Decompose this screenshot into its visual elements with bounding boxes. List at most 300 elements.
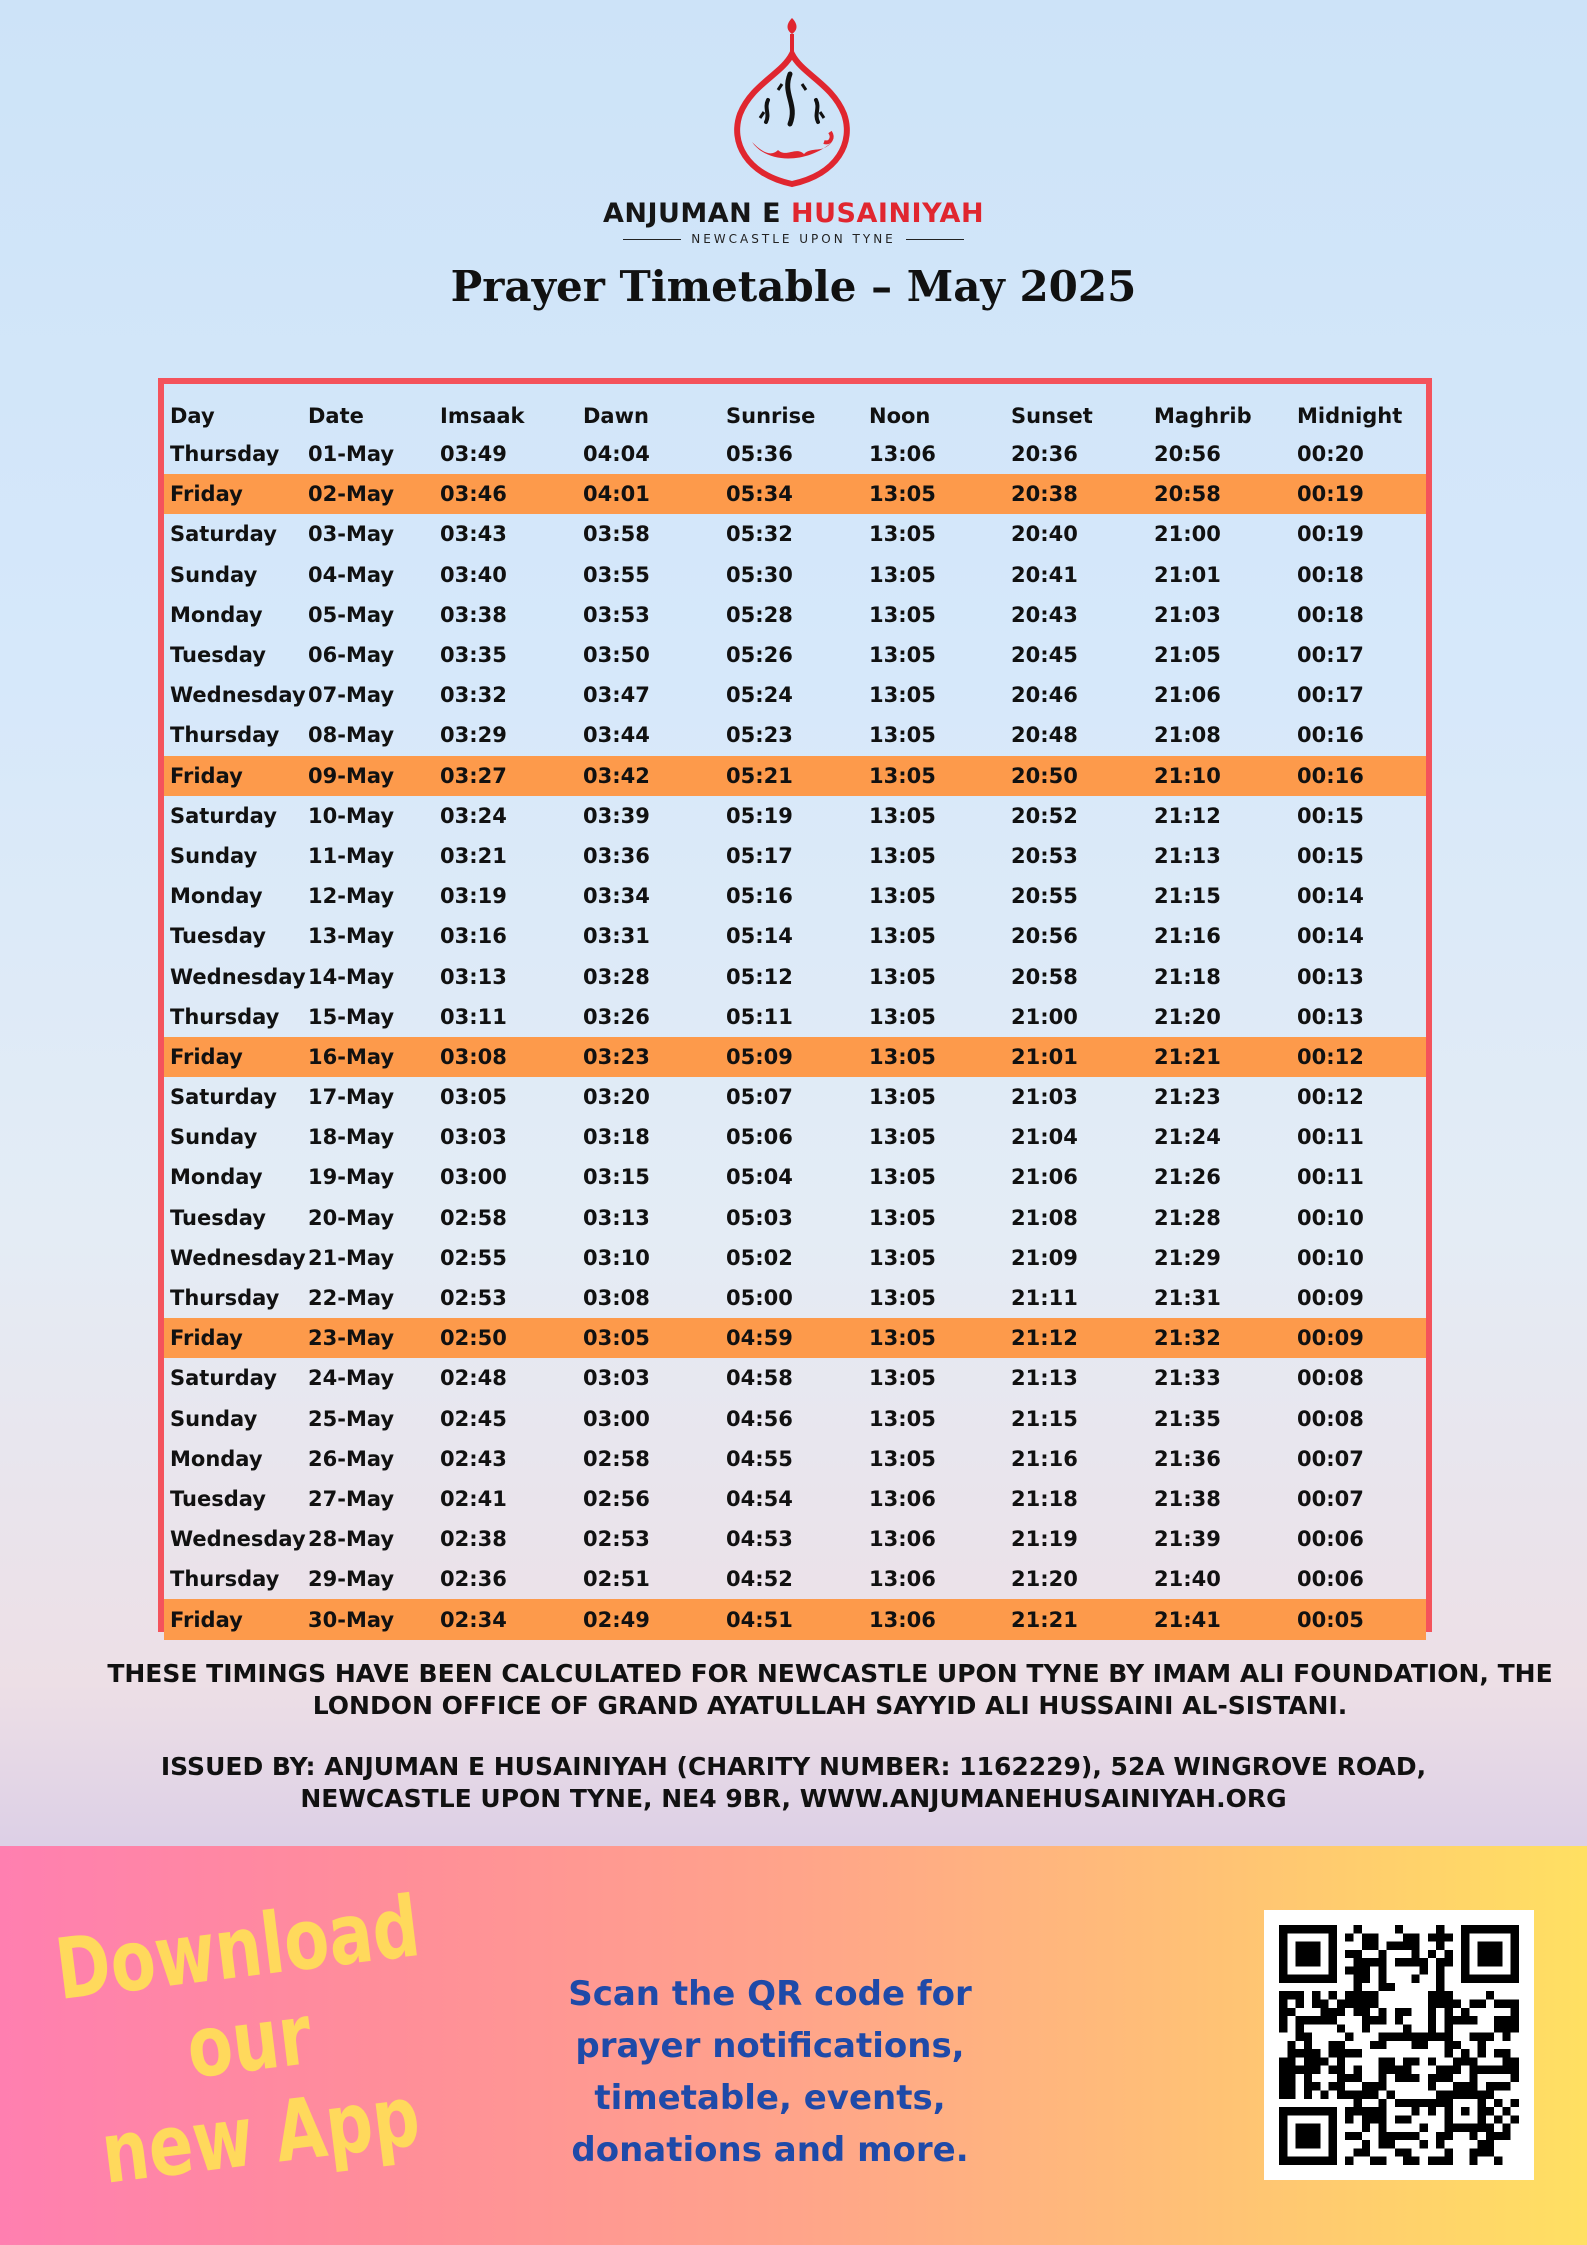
cell-midnight: 00:15 xyxy=(1297,803,1364,828)
cell-sunset: 20:52 xyxy=(1011,803,1078,828)
cell-dawn: 03:20 xyxy=(583,1085,650,1110)
cell-imsaak: 02:34 xyxy=(434,1599,577,1639)
cell-imsaak: 03:21 xyxy=(440,843,507,868)
cell-noon: 13:05 xyxy=(869,1085,936,1110)
cell-maghrib: 21:18 xyxy=(1154,964,1221,989)
cell-dawn: 03:53 xyxy=(583,602,650,627)
cell-noon: 13:05 xyxy=(869,1366,936,1391)
cell-midnight: 00:10 xyxy=(1297,1205,1364,1230)
cell-sunset: 20:41 xyxy=(1011,562,1078,587)
cell-date: 02-May xyxy=(302,474,434,514)
cell-midnight: 00:07 xyxy=(1297,1446,1364,1471)
table-row xyxy=(164,1077,1426,1117)
cell-imsaak: 02:53 xyxy=(440,1286,507,1311)
cell-sunrise: 04:55 xyxy=(726,1446,793,1471)
cell-maghrib: 21:06 xyxy=(1154,683,1221,708)
cell-maghrib: 20:58 xyxy=(1148,474,1291,514)
table-row xyxy=(164,1399,1426,1439)
cell-maghrib: 21:36 xyxy=(1154,1446,1221,1471)
table-row xyxy=(164,715,1426,755)
download-line1: Download our xyxy=(50,1877,425,2098)
cell-sunset: 21:15 xyxy=(1011,1406,1078,1431)
cell-day: Tuesday xyxy=(170,924,266,949)
cell-sunrise: 05:19 xyxy=(726,803,793,828)
column-header-imsaak: Imsaak xyxy=(440,404,525,428)
cell-sunset: 20:40 xyxy=(1011,522,1078,547)
cell-day: Saturday xyxy=(170,1366,277,1391)
cell-sunrise: 05:00 xyxy=(726,1286,793,1311)
cell-maghrib: 21:26 xyxy=(1154,1165,1221,1190)
cell-day: Thursday xyxy=(170,723,280,748)
cell-sunrise: 05:30 xyxy=(726,562,793,587)
cell-dawn: 03:03 xyxy=(583,1366,650,1391)
cell-dawn: 03:08 xyxy=(583,1286,650,1311)
cell-imsaak: 03:19 xyxy=(440,884,507,909)
cell-date: 20-May xyxy=(308,1205,395,1230)
table-row xyxy=(164,956,1426,996)
cell-date: 18-May xyxy=(308,1125,395,1150)
cell-day: Friday xyxy=(164,474,302,514)
cell-imsaak: 03:32 xyxy=(440,683,507,708)
cell-maghrib: 21:38 xyxy=(1154,1486,1221,1511)
cell-sunset: 21:16 xyxy=(1011,1446,1078,1471)
cell-midnight: 00:10 xyxy=(1297,1245,1364,1270)
cell-sunrise: 04:51 xyxy=(720,1599,863,1639)
table-row xyxy=(164,1157,1426,1197)
cell-midnight: 00:11 xyxy=(1297,1165,1364,1190)
table-row xyxy=(164,1037,1426,1077)
cell-date: 28-May xyxy=(308,1527,395,1552)
cell-imsaak: 02:48 xyxy=(440,1366,507,1391)
cell-sunrise: 05:26 xyxy=(726,643,793,668)
cell-dawn: 03:36 xyxy=(583,843,650,868)
husain-dome-logo-icon xyxy=(712,14,872,194)
cell-sunset: 20:38 xyxy=(1005,474,1148,514)
cell-maghrib: 21:15 xyxy=(1154,884,1221,909)
cell-day: Tuesday xyxy=(170,1486,266,1511)
cell-sunset: 21:08 xyxy=(1011,1205,1078,1230)
cell-maghrib: 21:00 xyxy=(1154,522,1221,547)
cell-sunrise: 05:32 xyxy=(726,522,793,547)
table-row xyxy=(164,876,1426,916)
cell-maghrib: 21:03 xyxy=(1154,602,1221,627)
cell-imsaak: 03:03 xyxy=(440,1125,507,1150)
cell-day: Wednesday xyxy=(170,964,306,989)
cell-sunrise: 05:06 xyxy=(726,1125,793,1150)
cell-sunset: 21:13 xyxy=(1011,1366,1078,1391)
cell-day: Saturday xyxy=(170,1085,277,1110)
cell-imsaak: 02:41 xyxy=(440,1486,507,1511)
cell-noon: 13:05 xyxy=(863,1318,1005,1358)
cell-imsaak: 03:43 xyxy=(440,522,507,547)
cell-sunrise: 05:14 xyxy=(726,924,793,949)
cell-imsaak: 02:45 xyxy=(440,1406,507,1431)
cell-date: 12-May xyxy=(308,884,395,909)
cell-imsaak: 03:13 xyxy=(440,964,507,989)
cell-midnight: 00:09 xyxy=(1297,1286,1364,1311)
cell-midnight: 00:19 xyxy=(1291,474,1426,514)
cell-midnight: 00:17 xyxy=(1297,683,1364,708)
cell-maghrib: 21:01 xyxy=(1154,562,1221,587)
cell-imsaak: 03:05 xyxy=(440,1085,507,1110)
cell-midnight: 00:14 xyxy=(1297,884,1364,909)
cell-midnight: 00:12 xyxy=(1297,1085,1364,1110)
cell-imsaak: 03:11 xyxy=(440,1004,507,1029)
cell-sunset: 21:11 xyxy=(1011,1286,1078,1311)
cell-sunset: 21:04 xyxy=(1011,1125,1078,1150)
cell-sunset: 20:46 xyxy=(1011,683,1078,708)
calculation-note-line2: LONDON OFFICE OF GRAND AYATULLAH SAYYID ALI HUSSAINI AL-SISTANI. xyxy=(312,1691,1348,1720)
table-row xyxy=(164,434,1426,474)
issued-by-note xyxy=(0,1751,1587,1815)
cell-dawn: 03:58 xyxy=(583,522,650,547)
cell-day: Monday xyxy=(170,884,263,909)
cell-maghrib: 21:24 xyxy=(1154,1125,1221,1150)
cell-imsaak: 03:00 xyxy=(440,1165,507,1190)
cell-sunrise: 04:58 xyxy=(726,1366,793,1391)
cell-imsaak: 02:58 xyxy=(440,1205,507,1230)
cell-day: Friday xyxy=(164,1599,302,1639)
cell-maghrib: 21:16 xyxy=(1154,924,1221,949)
column-header-dawn: Dawn xyxy=(583,404,649,428)
cell-sunset: 21:09 xyxy=(1011,1245,1078,1270)
cell-sunset: 21:20 xyxy=(1011,1567,1078,1592)
cell-noon: 13:05 xyxy=(869,1165,936,1190)
cell-maghrib: 21:12 xyxy=(1154,803,1221,828)
download-app-heading xyxy=(23,1876,475,2207)
cell-day: Thursday xyxy=(170,1567,280,1592)
cell-imsaak: 03:35 xyxy=(440,643,507,668)
cell-dawn: 03:34 xyxy=(583,884,650,909)
cell-maghrib: 21:28 xyxy=(1154,1205,1221,1230)
cell-dawn: 04:04 xyxy=(583,442,650,467)
cell-midnight: 00:15 xyxy=(1297,843,1364,868)
app-banner xyxy=(0,1846,1587,2245)
cell-day: Thursday xyxy=(170,1004,280,1029)
cell-sunset: 21:06 xyxy=(1011,1165,1078,1190)
cell-day: Friday xyxy=(164,756,302,796)
cell-date: 06-May xyxy=(308,643,395,668)
cell-sunset: 21:12 xyxy=(1005,1318,1148,1358)
cell-sunset: 20:36 xyxy=(1011,442,1078,467)
cell-maghrib: 21:39 xyxy=(1154,1527,1221,1552)
cell-midnight: 00:17 xyxy=(1297,643,1364,668)
cell-maghrib: 21:29 xyxy=(1154,1245,1221,1270)
cell-day: Friday xyxy=(164,1037,302,1077)
cell-date: 27-May xyxy=(308,1486,395,1511)
cell-dawn: 03:18 xyxy=(583,1125,650,1150)
cell-sunset: 20:50 xyxy=(1005,756,1148,796)
cell-sunset: 20:53 xyxy=(1011,843,1078,868)
cell-sunrise: 05:34 xyxy=(720,474,863,514)
cell-sunrise: 05:03 xyxy=(726,1205,793,1230)
cell-day: Tuesday xyxy=(170,1205,266,1230)
cell-date: 24-May xyxy=(308,1366,395,1391)
cell-sunrise: 05:21 xyxy=(720,756,863,796)
prayer-timetable xyxy=(164,384,1426,1640)
cell-imsaak: 03:29 xyxy=(440,723,507,748)
cell-midnight: 00:16 xyxy=(1297,723,1364,748)
issued-by-line2: NEWCASTLE UPON TYNE, NE4 9BR, WWW.ANJUMANEHUSAINIYAH.ORG xyxy=(300,1784,1287,1813)
cell-date: 15-May xyxy=(308,1004,395,1029)
cell-noon: 13:05 xyxy=(869,884,936,909)
cell-date: 21-May xyxy=(308,1245,395,1270)
cell-sunrise: 05:28 xyxy=(726,602,793,627)
cell-date: 11-May xyxy=(308,843,395,868)
cell-maghrib: 21:20 xyxy=(1154,1004,1221,1029)
cell-date: 04-May xyxy=(308,562,395,587)
org-location-text: NEWCASTLE UPON TYNE xyxy=(691,232,896,246)
cell-maghrib: 21:08 xyxy=(1154,723,1221,748)
cell-day: Thursday xyxy=(170,442,280,467)
column-header-noon: Noon xyxy=(869,404,931,428)
cell-sunset: 21:19 xyxy=(1011,1527,1078,1552)
cell-midnight: 00:11 xyxy=(1297,1125,1364,1150)
cell-maghrib: 21:31 xyxy=(1154,1286,1221,1311)
cell-sunset: 20:58 xyxy=(1011,964,1078,989)
column-header-midnight: Midnight xyxy=(1297,404,1403,428)
cell-date: 10-May xyxy=(308,803,395,828)
table-row xyxy=(164,1238,1426,1278)
cell-dawn: 03:44 xyxy=(583,723,650,748)
cell-dawn: 03:15 xyxy=(583,1165,650,1190)
cell-dawn: 02:56 xyxy=(583,1486,650,1511)
cell-dawn: 02:49 xyxy=(577,1599,720,1639)
cell-dawn: 03:50 xyxy=(583,643,650,668)
cell-sunset: 20:48 xyxy=(1011,723,1078,748)
cell-noon: 13:05 xyxy=(869,643,936,668)
cell-sunrise: 04:56 xyxy=(726,1406,793,1431)
cell-midnight: 00:06 xyxy=(1297,1567,1364,1592)
table-row xyxy=(164,756,1426,796)
cell-imsaak: 03:08 xyxy=(434,1037,577,1077)
cell-maghrib: 20:56 xyxy=(1154,442,1221,467)
cell-noon: 13:05 xyxy=(869,1205,936,1230)
table-row xyxy=(164,1599,1426,1639)
cell-imsaak: 02:38 xyxy=(440,1527,507,1552)
cell-sunrise: 04:53 xyxy=(726,1527,793,1552)
cell-date: 09-May xyxy=(302,756,434,796)
cell-noon: 13:05 xyxy=(869,562,936,587)
cell-noon: 13:05 xyxy=(869,723,936,748)
cell-sunrise: 05:17 xyxy=(726,843,793,868)
cell-date: 16-May xyxy=(302,1037,434,1077)
table-row xyxy=(164,796,1426,836)
cell-dawn: 03:26 xyxy=(583,1004,650,1029)
cell-noon: 13:05 xyxy=(863,1037,1005,1077)
cell-date: 19-May xyxy=(308,1165,395,1190)
column-header-date: Date xyxy=(308,404,364,428)
page-title: Prayer Timetable – May 2025 xyxy=(450,262,1137,311)
cell-maghrib: 21:21 xyxy=(1148,1037,1291,1077)
table-body xyxy=(164,434,1426,1640)
cell-noon: 13:05 xyxy=(869,803,936,828)
cell-day: Thursday xyxy=(170,1286,280,1311)
cell-midnight: 00:13 xyxy=(1297,964,1364,989)
cell-midnight: 00:08 xyxy=(1297,1366,1364,1391)
cell-date: 13-May xyxy=(308,924,395,949)
table-row xyxy=(164,997,1426,1037)
cell-day: Friday xyxy=(164,1318,302,1358)
cell-noon: 13:05 xyxy=(869,1004,936,1029)
cell-noon: 13:06 xyxy=(869,1567,936,1592)
cell-midnight: 00:06 xyxy=(1297,1527,1364,1552)
cell-date: 26-May xyxy=(308,1446,395,1471)
cell-day: Monday xyxy=(170,1165,263,1190)
cell-midnight: 00:12 xyxy=(1291,1037,1426,1077)
cell-day: Saturday xyxy=(170,522,277,547)
cell-noon: 13:05 xyxy=(869,683,936,708)
cell-midnight: 00:19 xyxy=(1297,522,1364,547)
table-row xyxy=(164,555,1426,595)
cell-date: 25-May xyxy=(308,1406,395,1431)
cell-dawn: 03:47 xyxy=(583,683,650,708)
cell-sunrise: 05:07 xyxy=(726,1085,793,1110)
cell-day: Sunday xyxy=(170,562,258,587)
table-row xyxy=(164,595,1426,635)
cell-sunrise: 05:02 xyxy=(726,1245,793,1270)
cell-dawn: 03:42 xyxy=(577,756,720,796)
cell-noon: 13:05 xyxy=(869,1446,936,1471)
cell-day: Sunday xyxy=(170,1125,258,1150)
cell-sunrise: 04:59 xyxy=(720,1318,863,1358)
cell-date: 23-May xyxy=(302,1318,434,1358)
table-row xyxy=(164,1198,1426,1238)
download-line2: new App xyxy=(96,2066,425,2203)
cell-sunrise: 05:04 xyxy=(726,1165,793,1190)
cell-noon: 13:05 xyxy=(869,1406,936,1431)
cell-day: Wednesday xyxy=(170,1245,306,1270)
cell-dawn: 03:05 xyxy=(577,1318,720,1358)
qr-code-icon xyxy=(1279,1925,1519,2165)
cell-midnight: 00:14 xyxy=(1297,924,1364,949)
cell-noon: 13:06 xyxy=(863,1599,1005,1639)
cell-date: 14-May xyxy=(308,964,395,989)
qr-code[interactable] xyxy=(1264,1910,1534,2180)
cell-day: Sunday xyxy=(170,843,258,868)
cell-imsaak: 03:16 xyxy=(440,924,507,949)
cell-sunrise: 05:12 xyxy=(726,964,793,989)
cell-dawn: 03:10 xyxy=(583,1245,650,1270)
cell-dawn: 03:00 xyxy=(583,1406,650,1431)
cell-maghrib: 21:10 xyxy=(1148,756,1291,796)
cell-maghrib: 21:40 xyxy=(1154,1567,1221,1592)
table-row xyxy=(164,1318,1426,1358)
cell-noon: 13:05 xyxy=(869,1245,936,1270)
cell-maghrib: 21:32 xyxy=(1148,1318,1291,1358)
cell-imsaak: 02:55 xyxy=(440,1245,507,1270)
cell-date: 30-May xyxy=(302,1599,434,1639)
cell-midnight: 00:16 xyxy=(1291,756,1426,796)
cell-day: Monday xyxy=(170,1446,263,1471)
cell-dawn: 03:55 xyxy=(583,562,650,587)
cell-sunrise: 05:11 xyxy=(726,1004,793,1029)
cell-sunrise: 04:54 xyxy=(726,1486,793,1511)
cell-maghrib: 21:35 xyxy=(1154,1406,1221,1431)
table-row xyxy=(164,635,1426,675)
table-row xyxy=(164,1278,1426,1318)
cell-date: 29-May xyxy=(308,1567,395,1592)
table-row xyxy=(164,1439,1426,1479)
cell-sunset: 21:00 xyxy=(1011,1004,1078,1029)
cell-noon: 13:05 xyxy=(869,1125,936,1150)
cell-date: 05-May xyxy=(308,602,395,627)
cell-sunset: 20:56 xyxy=(1011,924,1078,949)
cell-sunrise: 05:09 xyxy=(720,1037,863,1077)
column-header-sunrise: Sunrise xyxy=(726,404,816,428)
cell-noon: 13:06 xyxy=(869,442,936,467)
cell-midnight: 00:05 xyxy=(1291,1599,1426,1639)
cell-noon: 13:05 xyxy=(869,843,936,868)
table-row xyxy=(164,916,1426,956)
cell-maghrib: 21:05 xyxy=(1154,643,1221,668)
cell-dawn: 03:28 xyxy=(583,964,650,989)
cell-imsaak: 03:27 xyxy=(434,756,577,796)
cell-midnight: 00:08 xyxy=(1297,1406,1364,1431)
cell-dawn: 02:51 xyxy=(583,1567,650,1592)
cell-dawn: 03:13 xyxy=(583,1205,650,1230)
cell-dawn: 02:58 xyxy=(583,1446,650,1471)
cell-dawn: 03:23 xyxy=(577,1037,720,1077)
table-row xyxy=(164,474,1426,514)
table-header-row xyxy=(164,384,1426,434)
cell-midnight: 00:13 xyxy=(1297,1004,1364,1029)
cell-maghrib: 21:23 xyxy=(1154,1085,1221,1110)
cell-maghrib: 21:33 xyxy=(1154,1366,1221,1391)
cell-dawn: 03:31 xyxy=(583,924,650,949)
cell-midnight: 00:09 xyxy=(1291,1318,1426,1358)
cell-maghrib: 21:41 xyxy=(1148,1599,1291,1639)
cell-dawn: 02:53 xyxy=(583,1527,650,1552)
cell-midnight: 00:18 xyxy=(1297,562,1364,587)
cell-noon: 13:06 xyxy=(869,1527,936,1552)
cell-noon: 13:05 xyxy=(869,924,936,949)
cell-sunset: 21:03 xyxy=(1011,1085,1078,1110)
cell-sunrise: 05:36 xyxy=(726,442,793,467)
cell-midnight: 00:07 xyxy=(1297,1486,1364,1511)
table-row xyxy=(164,836,1426,876)
cell-day: Wednesday xyxy=(170,1527,306,1552)
cell-day: Sunday xyxy=(170,1406,258,1431)
cell-sunset: 21:18 xyxy=(1011,1486,1078,1511)
cell-noon: 13:06 xyxy=(869,1486,936,1511)
cell-sunset: 20:45 xyxy=(1011,643,1078,668)
column-header-maghrib: Maghrib xyxy=(1154,404,1252,428)
table-row xyxy=(164,1479,1426,1519)
org-name-part1: ANJUMAN E xyxy=(602,198,782,229)
cell-day: Wednesday xyxy=(170,683,306,708)
cell-date: 07-May xyxy=(308,683,395,708)
organization-name xyxy=(0,198,1587,229)
cell-date: 01-May xyxy=(308,442,395,467)
cell-dawn: 04:01 xyxy=(577,474,720,514)
cell-imsaak: 02:50 xyxy=(434,1318,577,1358)
cell-imsaak: 02:36 xyxy=(440,1567,507,1592)
cell-date: 17-May xyxy=(308,1085,395,1110)
cell-noon: 13:05 xyxy=(863,756,1005,796)
cell-noon: 13:05 xyxy=(863,474,1005,514)
column-header-sunset: Sunset xyxy=(1011,404,1093,428)
cell-sunset: 21:01 xyxy=(1005,1037,1148,1077)
cell-sunrise: 04:52 xyxy=(726,1567,793,1592)
cell-sunrise: 05:16 xyxy=(726,884,793,909)
cell-day: Saturday xyxy=(170,803,277,828)
cell-imsaak: 03:40 xyxy=(440,562,507,587)
cell-noon: 13:05 xyxy=(869,602,936,627)
cell-day: Monday xyxy=(170,602,263,627)
cell-day: Tuesday xyxy=(170,643,266,668)
cell-noon: 13:05 xyxy=(869,522,936,547)
